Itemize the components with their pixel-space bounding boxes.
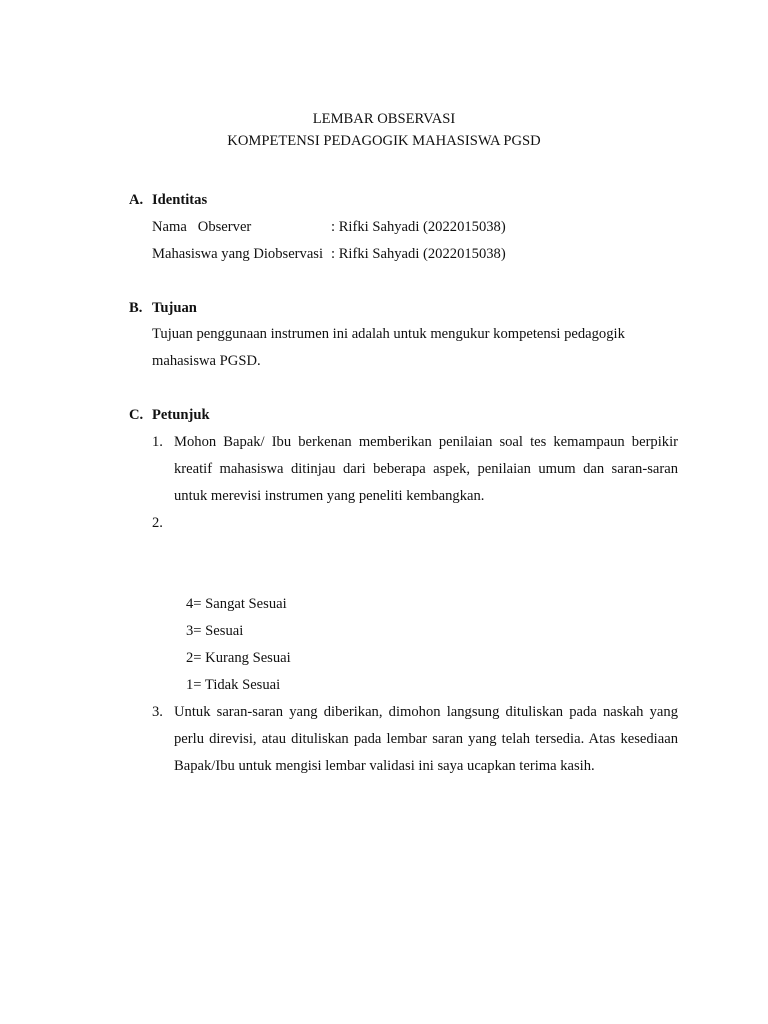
identity-value-observed: : Rifki Sahyadi (2022015038): [331, 246, 506, 262]
identity-label-observed: Mahasiswa yang Diobservasi: [152, 246, 324, 262]
instruction-number-1: 1.: [152, 434, 163, 450]
instruction-item-3: [174, 699, 678, 780]
instruction-line: kreatif mahasiswa ditinjau dari beberapa aspek, penilaian umum dan saran-saran: [174, 461, 678, 477]
instruction-line: perlu direvisi, atau dituliskan pada lembar saran yang telah tersedia. Atas kesediaan: [174, 731, 678, 747]
section-c-letter: C.: [129, 407, 144, 423]
rating-scale-item: 4= Sangat Sesuai: [186, 596, 287, 612]
instruction-number-3: 3.: [152, 704, 163, 720]
document-subtitle: KOMPETENSI PEDAGOGIK MAHASISWA PGSD: [227, 133, 541, 149]
section-b-title: Tujuan: [152, 300, 197, 316]
instruction-item-1: [174, 429, 678, 510]
identity-label-observer: Nama Observer: [152, 219, 252, 235]
section-a-title: Identitas: [152, 192, 208, 208]
instruction-line: Mohon Bapak/ Ibu berkenan memberikan penilaian soal tes kemampaun berpikir: [174, 434, 678, 450]
section-b-letter: B.: [129, 300, 143, 316]
rating-scale-item: 1= Tidak Sesuai: [186, 677, 281, 693]
document-title: LEMBAR OBSERVASI: [312, 111, 456, 127]
instruction-line: untuk merevisi instrumen yang peneliti kembangkan.: [174, 488, 485, 504]
purpose-text-line: mahasiswa PGSD.: [152, 353, 261, 369]
section-a-letter: A.: [129, 192, 144, 208]
rating-scale-item: 3= Sesuai: [186, 623, 244, 639]
rating-scale-list: [186, 591, 291, 699]
section-c-title: Petunjuk: [152, 407, 210, 423]
purpose-text-line: Tujuan penggunaan instrumen ini adalah untuk mengukur kompetensi pedagogik: [152, 326, 625, 342]
instruction-line: Bapak/Ibu untuk mengisi lembar validasi ini saya ucapkan terima kasih.: [174, 758, 595, 774]
instruction-line: Untuk saran-saran yang diberikan, dimohon langsung dituliskan pada naskah yang: [174, 704, 678, 720]
rating-scale-item: 2= Kurang Sesuai: [186, 650, 291, 666]
identity-value-observer: : Rifki Sahyadi (2022015038): [331, 219, 506, 235]
instruction-number-2: 2.: [152, 515, 163, 531]
